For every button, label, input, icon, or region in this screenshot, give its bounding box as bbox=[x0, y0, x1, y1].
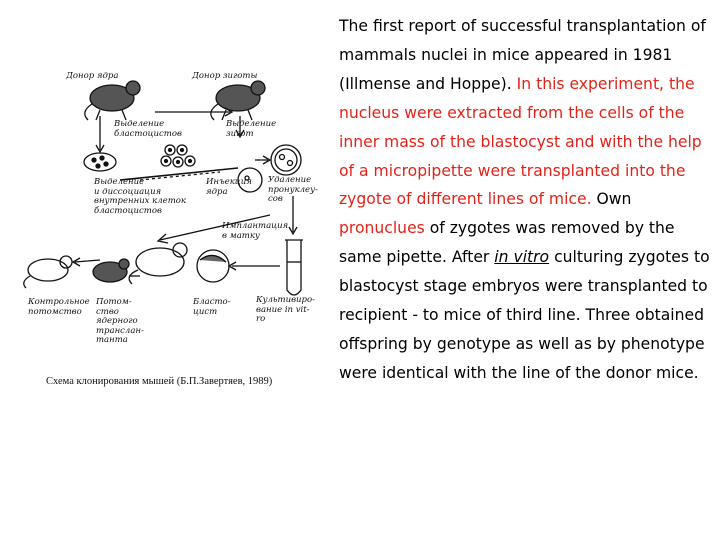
donor-nucleus-label: Донор ядра bbox=[66, 71, 119, 81]
isolation-dissociation-label: Выделение и диссоциация внутренних клеток бластоцистов bbox=[94, 177, 186, 216]
text-pronuclues-highlight: pronuclues bbox=[339, 219, 425, 238]
isolation-blastocysts-label: Выделение бластоцистов bbox=[114, 119, 182, 139]
donor-zygote-mouse-icon bbox=[211, 81, 265, 120]
recipient-mouse-icon bbox=[129, 243, 187, 284]
donor-nucleus-mouse-icon bbox=[85, 81, 140, 120]
text-conclusion: culturing zygotes to blastocyst stage embryos were transplanted to recipient - to mice of third line. Three obtained offspring by genotype as well as by phenotype were identical with the line of the donor mice. bbox=[339, 248, 710, 382]
implantation-label: Имплантация в матку bbox=[222, 221, 289, 241]
text-experiment-highlight: In this experiment, the nucleus were extracted from the cells of the inner mass of the blastocyst and with the help of a micropipette were transplanted into the zygote of different lines of mice. bbox=[339, 74, 702, 209]
isolation-zygotes-label: Выделение зигот bbox=[226, 119, 277, 139]
text-in-vitro: in vitro bbox=[494, 248, 550, 267]
cells-dish-icon bbox=[84, 153, 116, 171]
blastocyst-dots-icon bbox=[161, 145, 195, 167]
control-offspring-label: Контрольное потомство bbox=[28, 297, 90, 317]
offspring-transplanted-label: Потом- ство ядерного транслан- танта bbox=[96, 297, 144, 345]
control-offspring-mouse-icon bbox=[24, 256, 72, 288]
pronuclei-removal-label: Удаление пронуклеу- сов bbox=[268, 175, 318, 204]
body-paragraph bbox=[339, 12, 717, 388]
text-removed: of zygotes was removed by the same pipette. After bbox=[339, 219, 675, 267]
blastocyst-icon bbox=[197, 250, 229, 282]
nucleus-injection-label: Инъекция ядра bbox=[206, 177, 252, 197]
text-intro: The first report of successful transplantation of mammals nuclei in mice appeared in 1981 (Illmense and Hoppe). bbox=[339, 17, 706, 93]
zygote-icon bbox=[271, 145, 301, 175]
cloning-scheme-figure bbox=[0, 0, 340, 430]
blastocyst-label: Бласто- цист bbox=[193, 297, 231, 317]
nuclear-transplant-offspring-icon bbox=[93, 259, 129, 282]
culture-in-vitro-label: Культивиро- вание in vit- ro bbox=[256, 295, 315, 324]
test-tube-icon bbox=[285, 240, 303, 295]
figure-caption: Схема клонирования мышей (Б.П.Завертяев, 1989) bbox=[46, 376, 273, 387]
text-own: Own bbox=[591, 190, 632, 209]
donor-zygote-label: Донор зиготы bbox=[192, 71, 258, 81]
